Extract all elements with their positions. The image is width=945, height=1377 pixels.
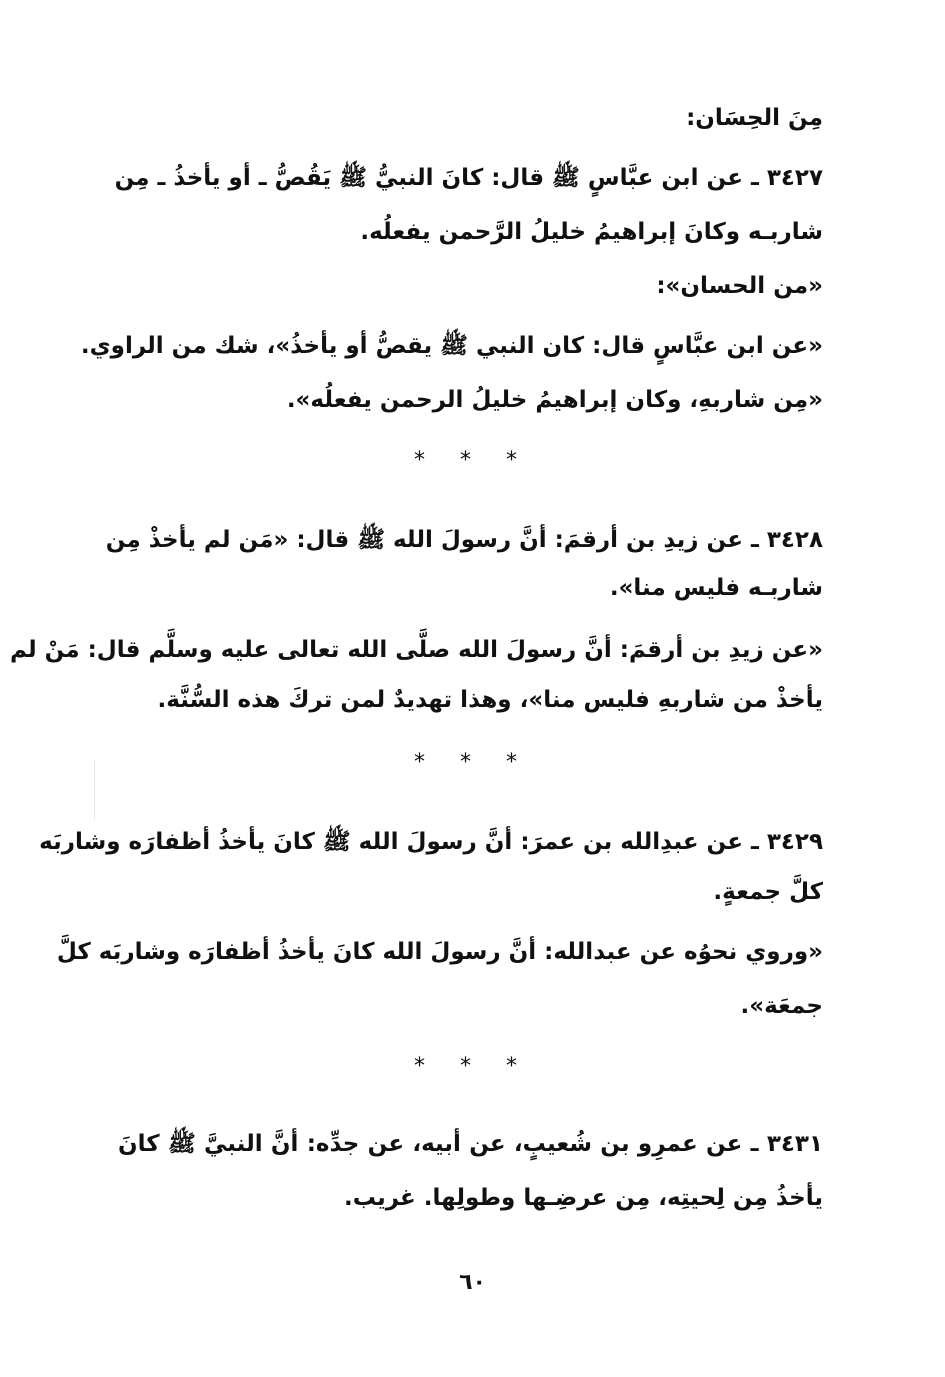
separator-2: * * *: [414, 750, 531, 775]
gloss-3428-line-2: يأخذْ من شاربهِ فليس منا»، وهذا تهديدٌ لمن تركَ هذه السُّنَّة.: [157, 687, 823, 713]
gloss-3427-heading: «من الحسان»:: [656, 273, 823, 299]
separator-3: * * *: [414, 1054, 531, 1079]
hadith-3428-line-2: شاربـه فليس منا».: [609, 575, 823, 601]
hadith-3431-line-2: يأخذُ مِن لِحيتِه، مِن عرضِـها وطولِها. غريب.: [344, 1185, 823, 1211]
hadith-3427-line-1: ٣٤٢٧ ـ عن ابن عبَّاسٍ ﷺ قال: كانَ النبيُّ ﷺ يَقُصُّ ـ أو يأخذُ ـ مِن: [114, 165, 823, 191]
hadith-3431-line-1: ٣٤٣١ ـ عن عمرِو بن شُعيبٍ، عن أبيه، عن جدِّه: أنَّ النبيَّ ﷺ كانَ: [118, 1131, 823, 1157]
hadith-3428-line-1: ٣٤٢٨ ـ عن زيدِ بن أرقمَ: أنَّ رسولَ الله ﷺ قال: «مَن لم يأخذْ مِن: [105, 527, 823, 553]
gloss-3429-line-1: «وروي نحوُه عن عبدالله: أنَّ رسولَ الله كانَ يأخذُ أظفارَه وشاربَه كلَّ: [56, 939, 823, 965]
hadith-3429-line-2: كلَّ جمعةٍ.: [713, 879, 823, 905]
separator-1: * * *: [414, 448, 531, 473]
section-heading: مِنَ الحِسَان:: [686, 105, 823, 131]
gloss-3427-line-1: «عن ابن عبَّاسٍ قال: كان النبي ﷺ يقصُّ أو يأخذُ»، شك من الراوي.: [80, 333, 823, 359]
hadith-3429-line-1: ٣٤٢٩ ـ عن عبدِالله بن عمرَ: أنَّ رسولَ الله ﷺ كانَ يأخذُ أظفارَه وشاربَه: [39, 829, 823, 855]
gloss-3429-line-2: جمعَة».: [740, 993, 823, 1019]
page-number: ٦٠: [459, 1270, 486, 1295]
gloss-3428-line-1: «عن زيدِ بن أرقمَ: أنَّ رسولَ الله صلَّى الله تعالى عليه وسلَّم قال: مَنْ لم: [9, 637, 823, 663]
gloss-3427-line-2: «مِن شاربهِ، وكان إبراهيمُ خليلُ الرحمن يفعلُه».: [286, 387, 823, 413]
hadith-3427-line-2: شاربـه وكانَ إبراهيمُ خليلُ الرَّحمن يفعلُه.: [360, 219, 823, 245]
scan-mark: [94, 760, 95, 820]
